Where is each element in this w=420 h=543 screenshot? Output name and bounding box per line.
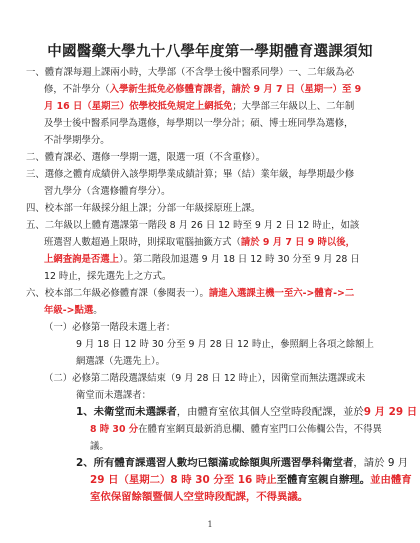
- item-1-text: 修，不計學分（: [44, 84, 110, 95]
- sub-2-line-1: [44, 372, 365, 385]
- sub-2-item-1-line-3: 議。: [90, 441, 109, 452]
- item-5-number: 五、: [26, 220, 45, 231]
- item-4-number: 四、: [26, 203, 45, 214]
- sub-2-item-1-bold: 未衛堂而未選課者: [93, 406, 177, 418]
- sub-2-item-2-text: ，請於 9 月: [353, 457, 409, 469]
- item-4-text: 校本部一年級採分組上課；分部一年級採原班上課。: [44, 203, 261, 214]
- item-6-highlight: 請進入選課主機一至六->體育->二: [208, 288, 355, 299]
- item-5-line-4: 12 時止，採先選先上之方式。: [44, 271, 172, 282]
- item-5-text: 班選習人數超過上限時，則採取電腦抽籤方式（: [44, 237, 241, 248]
- item-6-number: 六、: [26, 288, 45, 299]
- item-5-text: ）。第二階段加退選 9 月 18 日 12 時 30 分至 9 月 28 日: [119, 254, 360, 265]
- document-title: 中國醫藥大學九十八學年度第一學期體育選課須知: [47, 44, 373, 60]
- sub-2-item-2-line-2: [90, 474, 412, 487]
- sub-2-item-2-bold: 所有體育課選習人數均已額滿或餘額與所選習學科衛堂者: [93, 457, 354, 469]
- sub-1-line-1: [44, 321, 175, 334]
- sub-1-label: （一）: [44, 322, 73, 333]
- sub-2-item-1-line-1: [76, 406, 417, 419]
- item-1-line-1: [26, 66, 354, 79]
- sub-2-text: 必修第二階段選課結束（9 月 28 日 12 時止），因衛堂而無法選課或未: [72, 373, 366, 384]
- item-3-number: 三、: [26, 169, 45, 180]
- sub-2-item-1-text: 在體育室網頁最新消息欄、體育室門口公佈欄公告，不得異: [138, 424, 382, 435]
- sub-2-item-2-highlight: 並由體育: [370, 474, 412, 486]
- sub-2-item-2-highlight: 室依保留餘額暨個人空堂時段配課，不得異議。: [90, 491, 309, 503]
- item-6-text: 校本部二年級必修體育課（參閱表一）。: [44, 288, 209, 299]
- sub-2-item-2-bold: 至體育室親自辦理。: [276, 474, 371, 486]
- sub-2-item-1-highlight: 8 時 30 分: [90, 424, 139, 435]
- item-6-highlight: 年級->點選: [44, 305, 94, 316]
- item-1-line-2: [44, 83, 361, 96]
- item-1-line-3: [44, 100, 354, 113]
- sub-2-item-2-line-1: [76, 457, 408, 470]
- sub-2-item-2-number: 2、: [76, 457, 94, 469]
- sub-1-line-2: 9 月 18 日 12 時 30 分至 9 月 28 日 12 時止，參照網上各項之餘額上: [76, 339, 374, 350]
- sub-2-line-2: 衛堂而未選課者：: [76, 390, 152, 401]
- item-5-text: 二年級以上體育選課第一階段 8 月 26 日 12 時至 9 月 2 日 12 時止，如該: [44, 220, 360, 231]
- item-1-line-5: 不計學期學分。: [44, 135, 110, 146]
- item-5-highlight: 上網查詢是否選上: [44, 254, 120, 265]
- item-1-text: 體育課每週上課兩小時，大學部（不含學士後中醫系同學）一、二年級為必: [44, 67, 355, 78]
- item-3-line-2: 習九學分（含選修體育學分）。: [44, 186, 171, 197]
- item-4: [26, 202, 260, 215]
- sub-1-text: 必修第一階段未選上者：: [72, 322, 176, 333]
- sub-2-item-1-line-2: [90, 423, 382, 436]
- page-number: 1: [207, 520, 213, 529]
- item-5-line-3: [44, 253, 360, 266]
- item-2-number: 二、: [26, 152, 45, 163]
- sub-2-item-1-text: ，由體育室依其個人空堂時段配課，並於: [176, 406, 364, 418]
- sub-2-item-1-number: 1、: [76, 406, 94, 418]
- sub-2-item-2-line-3: [90, 491, 308, 504]
- item-3-line-1: [26, 168, 354, 181]
- item-2-text: 體育課必、選修一學期一選，限選一項（不含重修）。: [44, 152, 266, 163]
- item-1-highlight: 月 16 日（星期三）依學校抵免規定上網抵免: [44, 101, 233, 112]
- sub-1-line-3: 網選課（先選先上）。: [76, 356, 166, 367]
- item-5-line-2: [44, 236, 355, 249]
- sub-2-item-2-highlight: 29 日（星期二）8 時 30 分至 16 時止: [90, 474, 277, 486]
- item-1-line-4: 及學士後中醫系同學為選修，每學期以一學分計；碩、博士班同學為選修，: [44, 118, 354, 129]
- sub-2-item-1-highlight: 9 月 29 日: [363, 406, 418, 418]
- item-6-line-1: [26, 287, 354, 300]
- item-6-line-2: [44, 304, 103, 317]
- item-5-line-1: [26, 219, 359, 232]
- item-2: [26, 151, 265, 164]
- item-1-highlight: 入學新生抵免必修體育課者，請於 9 月 7 日（星期一）至 9: [109, 84, 362, 95]
- item-1-text: ；大學部三年級以上、二年制: [232, 101, 355, 112]
- item-6-text: 。: [93, 305, 103, 316]
- item-1-number: 一、: [26, 67, 45, 78]
- item-3-text: 選修之體育成績併入該學期學業成績計算；畢（結）業年級，每學期最少修: [44, 169, 355, 180]
- item-5-highlight: 請於 9 月 7 日 9 時以後，: [240, 237, 356, 248]
- sub-2-label: （二）: [44, 373, 73, 384]
